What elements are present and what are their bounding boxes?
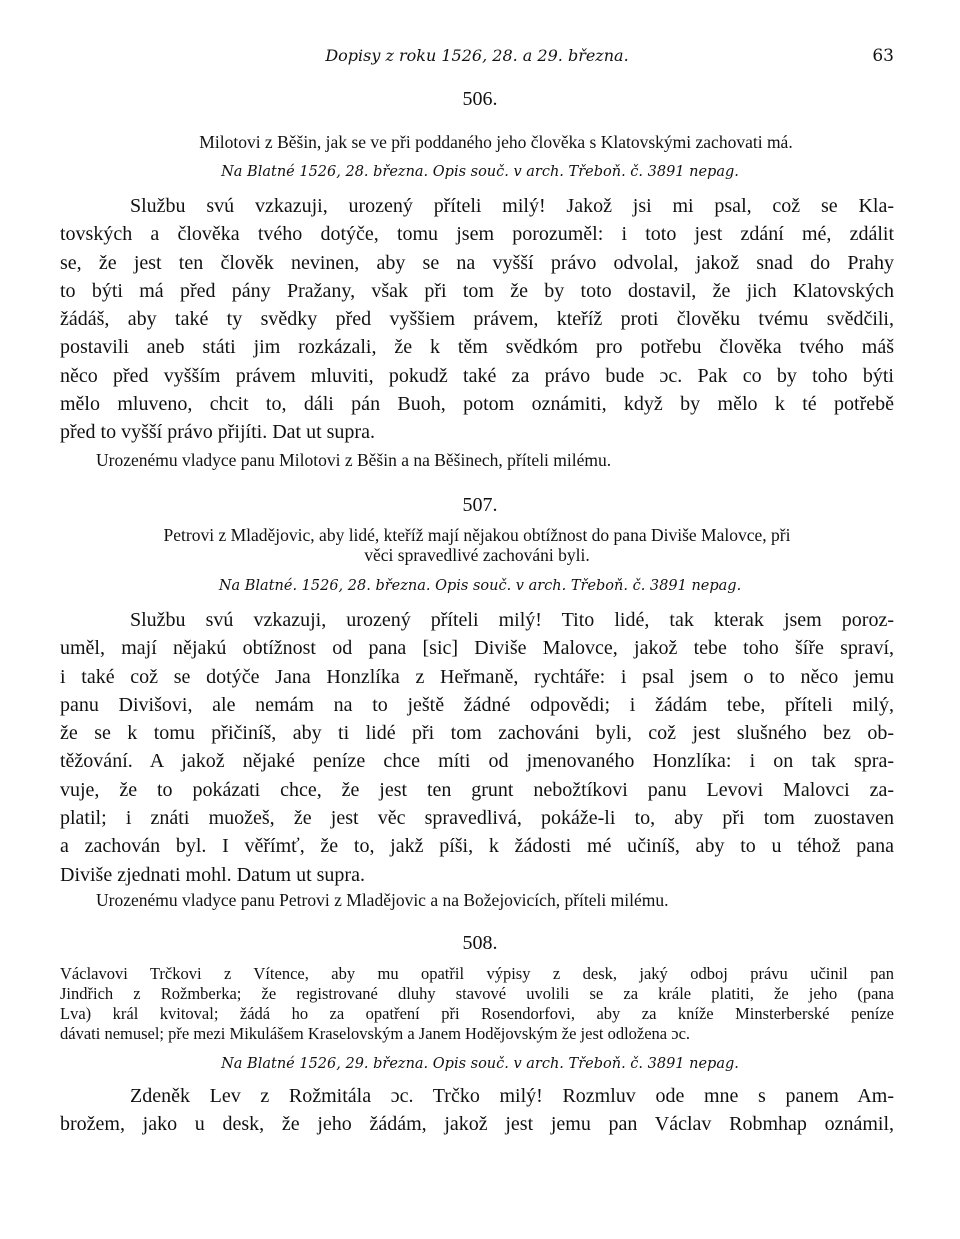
body-line: žádáš, aby také ty svědky před vyššiem právem, kteříž proti člověku tvému svědčili, [60, 308, 894, 331]
letter-heading [60, 525, 894, 565]
body-line: se, že jest ten člověk nevinen, aby se na vyšší právo odvolal, jakož snad do Prahy [60, 251, 894, 274]
letter-heading [60, 964, 894, 1044]
body-line: to býti má před pány Pražany, však při tom že by toto dostavil, že jich Klatovských [60, 279, 894, 302]
letter-number: 506. [462, 88, 498, 110]
heading-line: Petrovi z Mladějovic, aby lidé, kteříž mají nějakou obtížnost do pana Diviše Malovce, při [163, 525, 791, 545]
letter-number: 508. [462, 932, 498, 954]
body-line: Diviše zjednati mohl. Datum ut supra. [60, 863, 365, 886]
letter-number: 507. [462, 494, 498, 516]
heading-line: věci spravedlivé zachováni byli. [364, 545, 590, 565]
body-line: a zachován byl. I věřímť, že to, jakž píši, k žádosti mé učiníš, aby to u téhož pana [60, 835, 894, 858]
body-line: před to vyšší právo přijíti. Dat ut supra. [60, 421, 375, 444]
letter-address: Urozenému vladyce panu Petrovi z Mladějovic a na Božejovicích, příteli milému. [96, 890, 669, 910]
letter-source-note: Na Blatné 1526, 28. března. Opis souč. v arch. Třeboň. č. 3891 nepag. [221, 164, 739, 180]
letter-body [60, 192, 894, 447]
letter-body [60, 606, 894, 889]
letter-source-note: Na Blatné. 1526, 28. března. Opis souč. v arch. Třeboň. č. 3891 nepag. [218, 578, 742, 594]
letter-body [60, 1082, 894, 1139]
body-line: tovských a člověka tvého dotýče, tomu jsem porozuměl: i toto jest zdání mé, zdálit [60, 223, 894, 246]
body-line: mělo mluveno, chcit to, dáli pán Buoh, potom oznámiti, když by mělo k té potřebě [60, 393, 894, 416]
body-line: platil; i znáti muožeš, že jest věc spravedlivá, pokáže-li to, aby při tom zuostaven [60, 807, 894, 830]
letter-source-note: Na Blatné 1526, 29. března. Opis souč. v arch. Třeboň. č. 3891 nepag. [221, 1056, 739, 1072]
letter-address: Urozenému vladyce panu Milotovi z Běšin a na Běšinech, příteli milému. [96, 450, 612, 470]
heading-line: dávati nemusel; pře mezi Mikulášem Kraselovským a Janem Hodějovským že jest odložena ɔc. [60, 1024, 691, 1043]
body-line: Zdeněk Lev z Rožmitála ɔc. Trčko milý! Rozmluv ode mne s panem Am- [130, 1085, 894, 1107]
body-line: těžování. A jakož nějaké peníze chce míti od jmenovaného Honzlíka: i on tak spra- [60, 750, 894, 773]
body-line: postavili aneb státi jim rozkázali, že k těm svědkóm pro potřebu člověka tvého máš [60, 336, 894, 359]
body-line: uměl, mají nějakú obtížnost od pana [sic] Diviše Malovce, jakož tebe toho šíře spraví, [60, 637, 894, 660]
body-line: vuje, že to pokázati chce, že jest ten grunt nebožtíkovi panu Levovi Malovci za- [60, 778, 894, 801]
heading-line: Václavovi Trčkovi z Vítence, aby mu opatřil výpisy z desk, jaký odboj právu učinil pan [60, 964, 894, 983]
running-head-title: Dopisy z roku 1526, 28. a 29. března. [325, 46, 629, 65]
body-line: že se k tomu přičiníš, aby ti lidé při tom zachováni byli, což jest slušného bez ob- [60, 722, 894, 745]
running-head [60, 46, 894, 72]
page-number: 63 [872, 46, 894, 66]
body-line: Službu svú vzkazuji, urozený příteli milý! Tito lidé, tak kterak jsem poroz- [130, 609, 894, 631]
body-line: i také což se dotýče Jana Honzlíka z Heřmaně, rychtáře: i psal jsem o to něco jemu [60, 665, 894, 688]
body-line: něco před vyšším právem mluviti, pokudž také za právo bude ɔc. Pak co by toho býti [60, 364, 894, 387]
heading-line: Jindřich z Rožmberka; že registrované dluhy stavové uvolili se za krále platiti, že jeho (pana [60, 984, 894, 1003]
body-line: panu Divišovi, ale nemám na to ještě žádné odpovědi; i žádám tebe, příteli milý, [60, 693, 894, 716]
letter-heading: Milotovi z Běšin, jak se ve při poddaného jeho člověka s Klatovskými zachovati má. [199, 132, 793, 152]
heading-line: Lva) král kvitoval; žádá ho za opatření při Rosendorfovi, aby za knížе Minsterberské peníze [60, 1004, 894, 1023]
body-line: brožem, jako u desk, že jeho žádám, jakož jest jemu pan Václav Robmhap oznámil, [60, 1113, 894, 1136]
body-line: Službu svú vzkazuji, urozený příteli milý! Jakož jsi mi psal, což se Kla- [130, 195, 894, 217]
